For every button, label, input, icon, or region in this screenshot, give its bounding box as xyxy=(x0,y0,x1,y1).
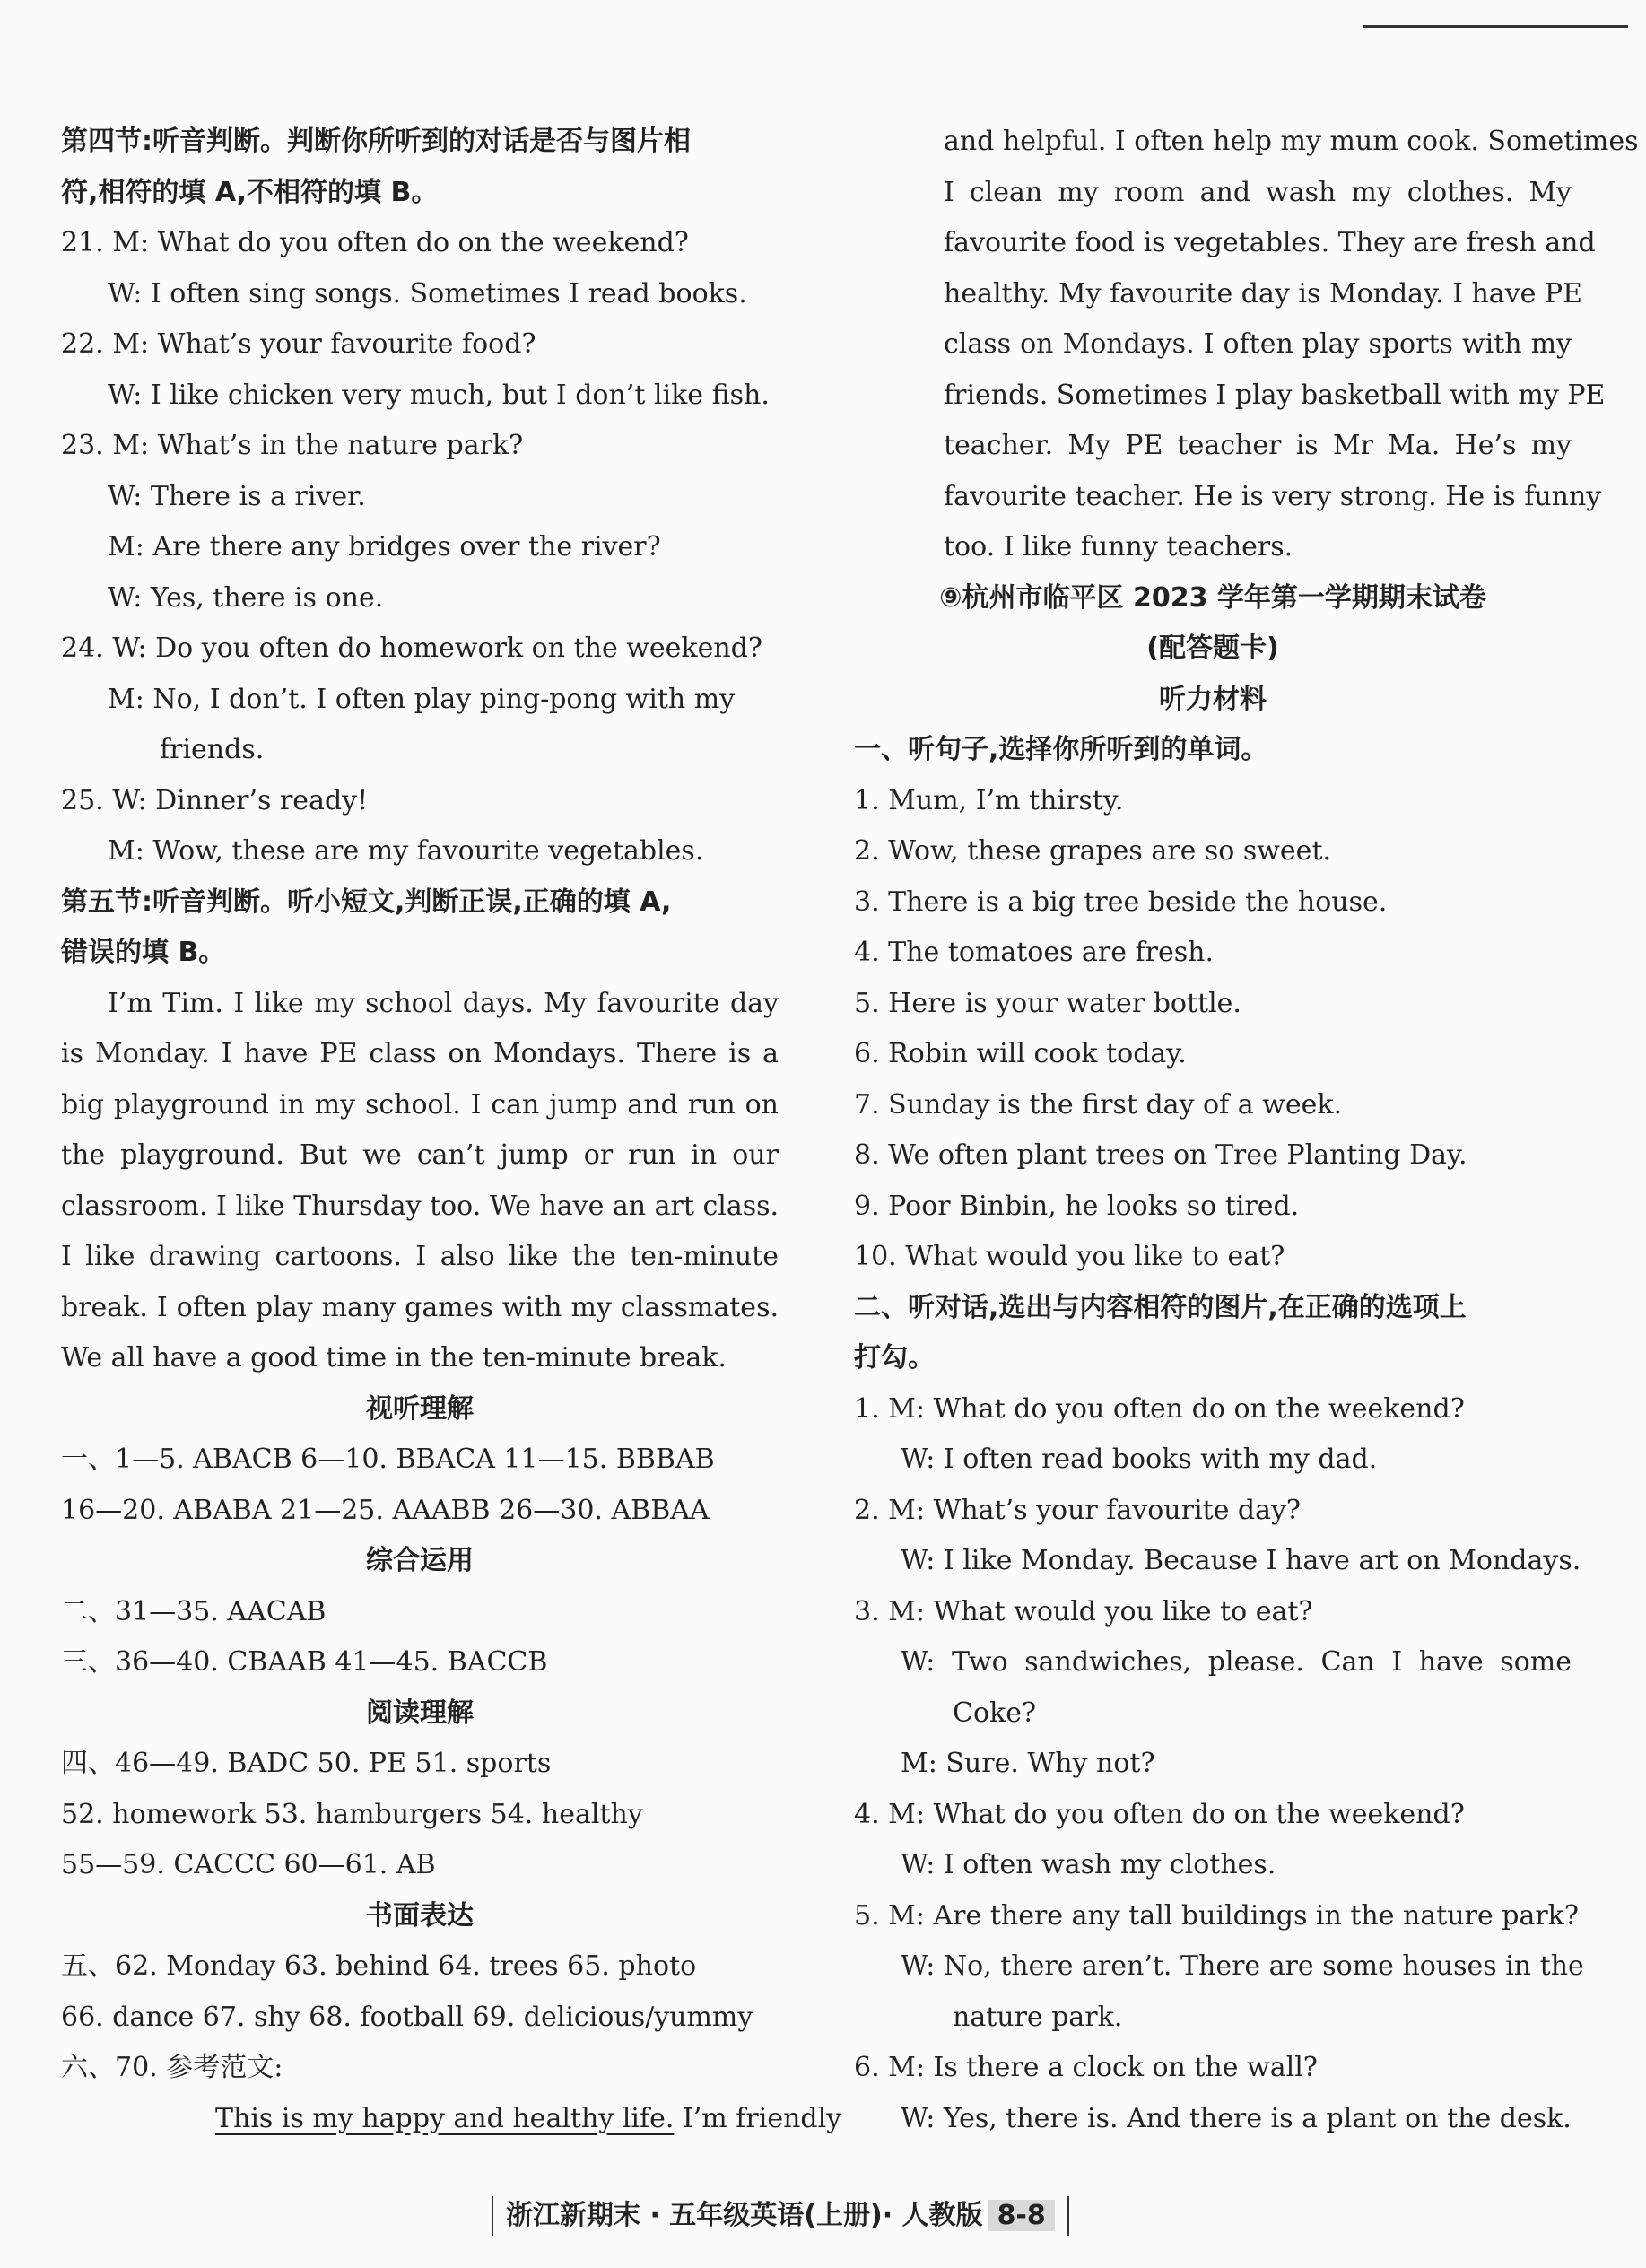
passage-line: We all have a good time in the ten-minute break. xyxy=(61,1342,727,1374)
dialog-21-a: W: I often sing songs. Sometimes I read books. xyxy=(108,277,747,310)
part2-dialog-3-a2: Coke? xyxy=(953,1697,1037,1729)
section5-title: 第五节:听音判断。听小短文,判断正误,正确的填 A, xyxy=(61,885,672,918)
part2-title-cont: 打勾。 xyxy=(854,1342,935,1374)
part1-item: 4. The tomatoes are fresh. xyxy=(854,937,1215,968)
part1-item: 3. There is a big tree beside the house. xyxy=(854,885,1388,918)
part2-title: 二、听对话,选出与内容相符的图片,在正确的选项上 xyxy=(854,1291,1467,1323)
answers-part4-cont2: 55—59. CACCC 60—61. AB xyxy=(61,1849,436,1880)
answers-part4-cont: 52. homework 53. hamburgers 54. healthy xyxy=(61,1798,643,1830)
essay-line: I clean my room and wash my clothes. My xyxy=(944,176,1572,208)
heading-listening-comprehension: 视听理解 xyxy=(366,1392,474,1425)
essay-line: favourite food is vegetables. They are fresh and xyxy=(944,227,1596,258)
passage-line: the playground. But we can’t jump or run in our xyxy=(61,1139,779,1171)
left-column xyxy=(61,117,842,2144)
heading-writing: 书面表达 xyxy=(366,1899,474,1932)
answers-part1: 一、1—5. ABACB 6—10. BBACA 11—15. BBBAB xyxy=(61,1444,715,1475)
passage-line: is Monday. I have PE class on Mondays. There is a xyxy=(61,1038,779,1069)
part1-item: 1. Mum, I’m thirsty. xyxy=(854,784,1124,816)
part2-dialog-3-a1: W: Two sandwiches, please. Can I have some xyxy=(901,1646,1572,1678)
essay-line: and helpful. I often help my mum cook. Sometimes xyxy=(944,126,1639,157)
part1-item: 9. Poor Binbin, he looks so tired. xyxy=(854,1190,1300,1222)
answers-part3: 三、36—40. CBAAB 41—45. BACCB xyxy=(61,1646,548,1678)
answers-part5-cont: 66. dance 67. shy 68. football 69. delicious/yummy xyxy=(61,2001,753,2033)
part1-item: 7. Sunday is the first day of a week. xyxy=(854,1088,1343,1121)
part1-item: 2. Wow, these grapes are so sweet. xyxy=(854,835,1332,867)
part2-dialog-4-a: W: I often wash my clothes. xyxy=(901,1849,1276,1880)
essay-line: favourite teacher. He is very strong. He is funny xyxy=(944,480,1602,512)
heading-reading: 阅读理解 xyxy=(366,1697,474,1729)
part2-dialog-3-a3: M: Sure. Why not? xyxy=(901,1748,1155,1779)
top-rule xyxy=(1363,25,1628,28)
essay-line: too. I like funny teachers. xyxy=(944,531,1293,563)
part1-item: 6. Robin will cook today. xyxy=(854,1038,1187,1069)
section4-title-cont: 符,相符的填 A,不相符的填 B。 xyxy=(61,176,439,208)
dialog-24-q: 24. W: Do you often do homework on the weekend? xyxy=(61,632,762,664)
essay-first-line xyxy=(61,2094,842,2145)
part1-title: 一、听句子,选择你所听到的单词。 xyxy=(854,734,1268,765)
part2-dialog-6-q: 6. M: Is there a clock on the wall? xyxy=(854,2052,1318,2083)
dialog-23-q: 23. M: What’s in the nature park? xyxy=(61,430,524,461)
essay-line: healthy. My favourite day is Monday. I have PE xyxy=(944,277,1583,310)
answers-part5: 五、62. Monday 63. behind 64. trees 65. photo xyxy=(61,1950,697,1982)
section5-title-cont: 错误的填 B。 xyxy=(61,937,226,968)
dialog-21-q: 21. M: What do you often do on the weekend? xyxy=(61,227,689,258)
essay-first-rest: I’m friendly xyxy=(674,2102,842,2134)
part2-dialog-2-a: W: I like Monday. Because I have art on Mondays. xyxy=(901,1545,1581,1576)
essay-line: friends. Sometimes I play basketball with my PE xyxy=(944,379,1606,411)
part2-dialog-1-q: 1. M: What do you often do on the weekend? xyxy=(854,1392,1465,1425)
dialog-25-a: M: Wow, these are my favourite vegetables. xyxy=(108,835,704,867)
part2-dialog-5-q: 5. M: Are there any tall buildings in the nature park? xyxy=(854,1899,1579,1932)
answers-part4: 四、46—49. BADC 50. PE 51. sports xyxy=(61,1748,552,1779)
part1-item: 8. We often plant trees on Tree Planting Day. xyxy=(854,1139,1467,1171)
heading-comprehensive: 综合运用 xyxy=(366,1545,474,1576)
answers-part6: 六、70. 参考范文: xyxy=(61,2052,283,2083)
section4-title: 第四节:听音判断。判断你所听到的对话是否与图片相 xyxy=(61,126,691,157)
dialog-24-a1: M: No, I don’t. I often play ping-pong with my xyxy=(108,683,736,715)
exam-title xyxy=(854,573,1572,624)
part2-dialog-2-q: 2. M: What’s your favourite day? xyxy=(854,1494,1302,1526)
answers-part1-cont: 16—20. ABABA 21—25. AAABB 26—30. ABBAA xyxy=(61,1494,710,1526)
exam-title-text: 杭州市临平区 2023 学年第一学期期末试卷 xyxy=(962,581,1486,614)
essay-line: teacher. My PE teacher is Mr Ma. He’s my xyxy=(944,430,1572,461)
passage-line: I like drawing cartoons. I also like the ten-minute xyxy=(61,1241,779,1272)
dialog-24-a2: friends. xyxy=(160,734,265,765)
part2-dialog-1-a: W: I often read books with my dad. xyxy=(901,1444,1378,1475)
essay-first-sentence: This is my happy and healthy life. xyxy=(215,2102,675,2134)
part2-dialog-4-q: 4. M: What do you often do on the weekend? xyxy=(854,1798,1465,1830)
part1-item: 5. Here is your water bottle. xyxy=(854,987,1241,1019)
passage-line: break. I often play many games with my classmates. xyxy=(61,1291,779,1323)
page-number: 8-8 xyxy=(988,2200,1055,2231)
passage-line: big playground in my school. I can jump and run on xyxy=(61,1088,779,1121)
essay-line: class on Mondays. I often play sports with my xyxy=(944,328,1572,360)
footer-title: 浙江新期末 · 五年级英语(上册)· 人教版 xyxy=(506,2200,983,2231)
part2-dialog-3-q: 3. M: What would you like to eat? xyxy=(854,1595,1313,1627)
heading-listening-material: 听力材料 xyxy=(1159,683,1267,715)
exam-number-icon: ⑨ xyxy=(939,581,962,614)
page-footer xyxy=(492,2196,1069,2236)
dialog-23-a3: W: Yes, there is one. xyxy=(108,581,384,614)
answers-part2: 二、31—35. AACAB xyxy=(61,1595,327,1627)
dialog-23-a2: M: Are there any bridges over the river? xyxy=(108,531,661,563)
dialog-22-a: W: I like chicken very much, but I don’t like fish. xyxy=(108,379,770,411)
dialog-25-q: 25. W: Dinner’s ready! xyxy=(61,784,369,816)
part2-dialog-5-a1: W: No, there aren’t. There are some houses in the xyxy=(901,1950,1584,1982)
right-column xyxy=(854,117,1639,2144)
passage-line: classroom. I like Thursday too. We have an art class. xyxy=(61,1190,779,1222)
part2-dialog-5-a2: nature park. xyxy=(953,2001,1123,2033)
dialog-22-q: 22. M: What’s your favourite food? xyxy=(61,328,536,360)
passage-line: I’m Tim. I like my school days. My favourite day xyxy=(108,987,779,1019)
part2-dialog-6-a: W: Yes, there is. And there is a plant on the desk. xyxy=(901,2102,1572,2134)
exam-subtitle: (配答题卡) xyxy=(1146,632,1279,664)
part1-item: 10. What would you like to eat? xyxy=(854,1241,1285,1272)
dialog-23-a1: W: There is a river. xyxy=(108,480,366,512)
